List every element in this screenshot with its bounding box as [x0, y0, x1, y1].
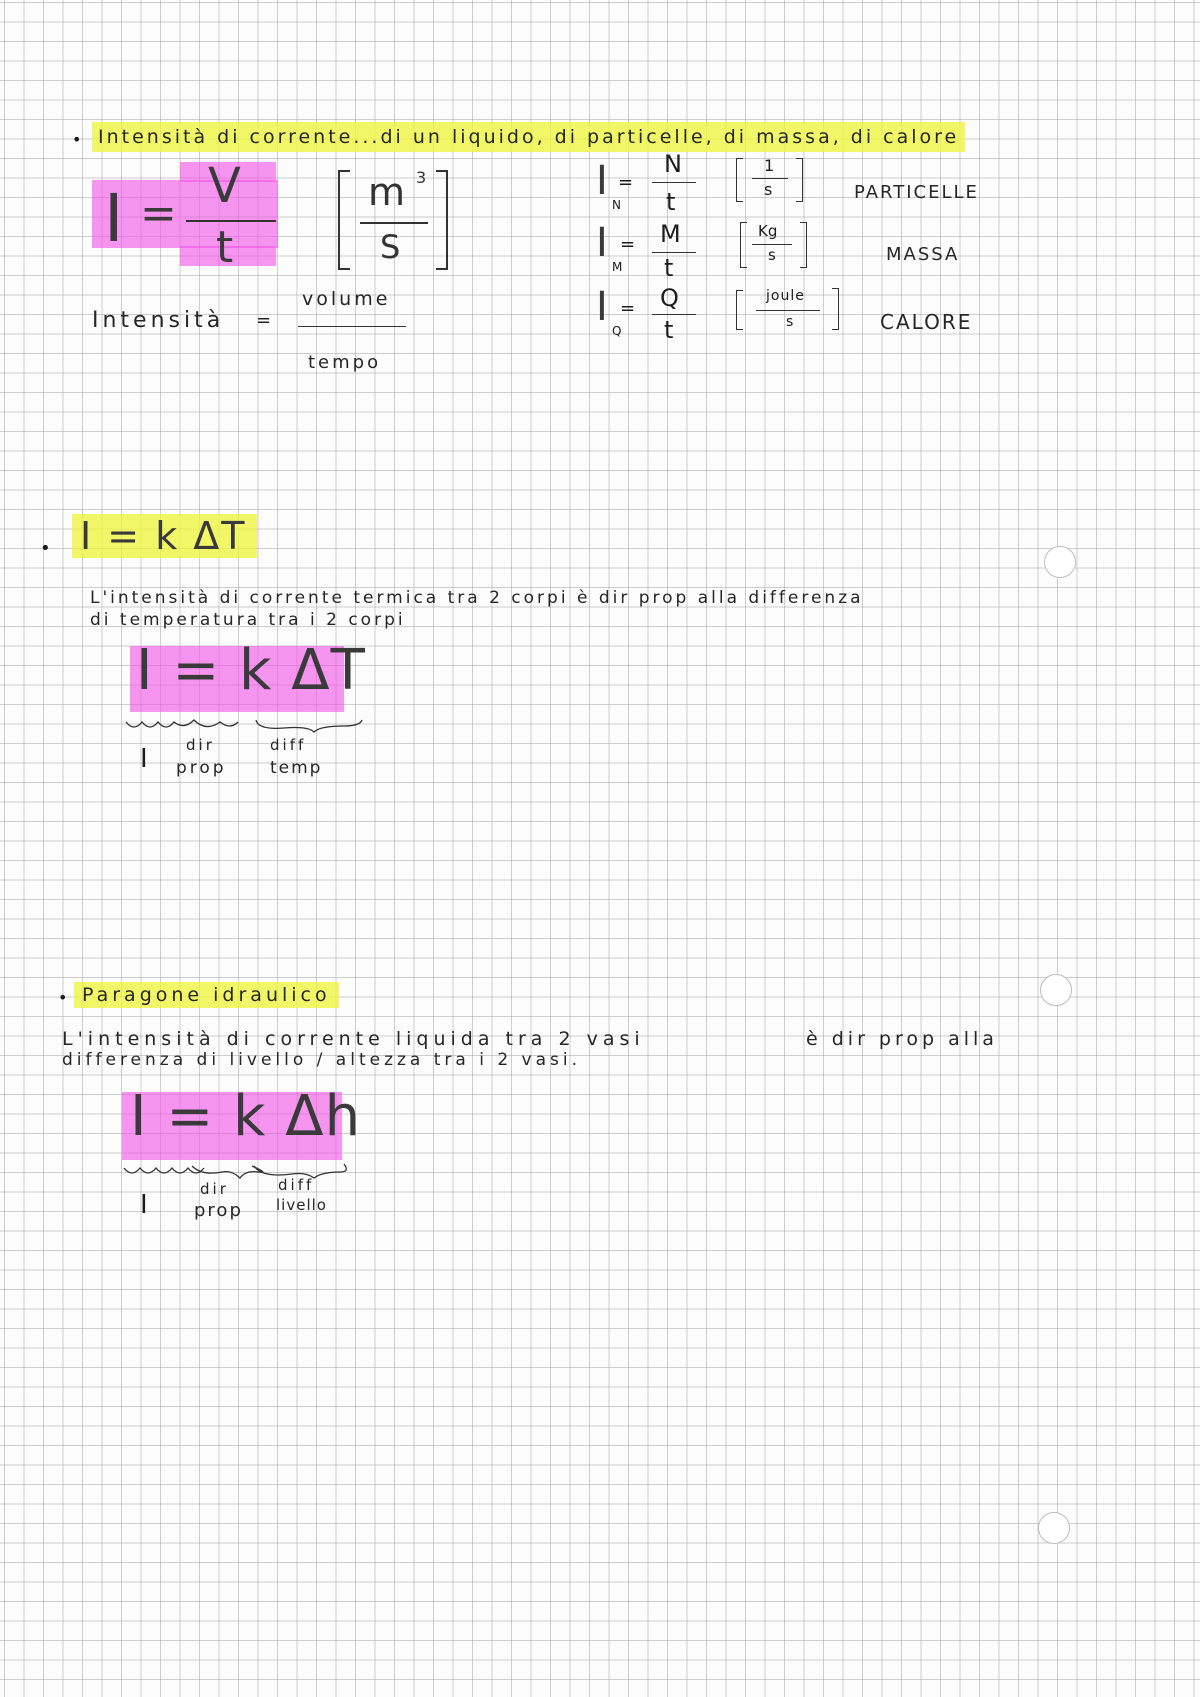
words-num: volume [302, 288, 391, 310]
type-name: PARTICELLE [854, 182, 979, 203]
words-label: Intensità [92, 308, 225, 333]
type-sub: Q [612, 324, 622, 338]
brace-2-a [124, 714, 364, 738]
type-unit-bracket-left [736, 290, 743, 330]
type-fraction-line [652, 182, 696, 183]
unit-den: S [380, 228, 401, 266]
type-unit-den: s [768, 246, 776, 264]
type-unit-num: 1 [764, 156, 775, 175]
type-name: CALORE [880, 310, 973, 334]
section3-text-1b: è dir prop alla [806, 1028, 998, 1050]
unit-bracket-right [436, 170, 448, 270]
words-fraction-line [298, 326, 406, 327]
label3-b2: prop [194, 1200, 243, 1221]
type-unit-line [752, 178, 788, 179]
section3-title: Paragone idraulico [74, 982, 339, 1008]
section3-text-1: L'intensità di corrente liquida tra 2 vasi [62, 1028, 645, 1050]
words-den: tempo [308, 352, 382, 373]
section3-text-2: differenza di livello / altezza tra i 2 vasi. [62, 1050, 582, 1070]
section2-text-1: L'intensità di corrente termica tra 2 corpi è dir prop alla differenza [90, 588, 864, 608]
unit-fraction-line [360, 222, 428, 224]
formula-lhs: I [104, 180, 124, 257]
unit-bracket-left [338, 170, 350, 270]
type-den: t [664, 316, 674, 344]
label3-c2: livello [276, 1196, 327, 1214]
type-fraction-line [652, 252, 696, 253]
formula-eq: = [140, 188, 177, 239]
type-sym: I [596, 220, 608, 266]
type-name: MASSA [886, 244, 960, 265]
label2-c2: temp [270, 758, 323, 778]
section2-title: I = k ΔT [72, 514, 257, 558]
type-unit-bracket-left [736, 158, 743, 202]
type-num: Q [660, 284, 679, 312]
formula2: I = k ΔT [136, 638, 366, 703]
label3-c1: diff [278, 1176, 315, 1194]
unit-num: m [368, 170, 406, 214]
type-sub: M [612, 260, 623, 274]
type-sub: N [612, 198, 621, 212]
label2-b1: dir [186, 736, 215, 754]
type-unit-den: s [764, 180, 773, 199]
section2-text-2: di temperatura tra i 2 corpi [90, 610, 406, 630]
section1-title: Intensità di corrente...di un liquido, di particelle, di massa, di calore [92, 122, 965, 152]
formula3: I = k Δh [130, 1084, 362, 1149]
unit-exp: 3 [416, 168, 427, 187]
type-sym: I [596, 284, 608, 330]
type-den: t [664, 254, 674, 282]
type-unit-line [756, 310, 820, 311]
formula-den: t [216, 222, 234, 273]
label3-a: I [140, 1190, 148, 1220]
type-eq: = [620, 234, 636, 255]
words-eq: = [256, 310, 276, 331]
type-unit-num: Kg [758, 222, 778, 240]
type-unit-bracket-left [740, 222, 747, 268]
punch-hole [1040, 974, 1072, 1006]
label2-a: I [140, 744, 148, 774]
bullet-2: • [40, 538, 51, 559]
type-unit-line [752, 244, 792, 245]
bullet-3: • [58, 988, 68, 1007]
type-unit-bracket-right [796, 158, 803, 202]
type-fraction-line [652, 314, 696, 315]
punch-hole [1038, 1512, 1070, 1544]
type-num: N [664, 150, 682, 178]
type-unit-bracket-right [800, 222, 807, 268]
brace-3-a [122, 1160, 362, 1184]
type-num: M [660, 220, 681, 248]
label3-b1: dir [200, 1180, 229, 1198]
label2-b2: prop [176, 758, 227, 778]
bullet-1: • [72, 130, 82, 149]
type-sym: I [596, 158, 608, 204]
type-unit-bracket-right [832, 288, 839, 330]
formula-num: V [208, 158, 241, 214]
punch-hole [1044, 546, 1076, 578]
type-unit-num: joule [766, 288, 805, 304]
label2-c1: diff [270, 736, 307, 754]
type-eq: = [618, 172, 634, 193]
type-den: t [666, 188, 676, 216]
type-eq: = [620, 298, 636, 319]
type-unit-den: s [786, 314, 794, 330]
